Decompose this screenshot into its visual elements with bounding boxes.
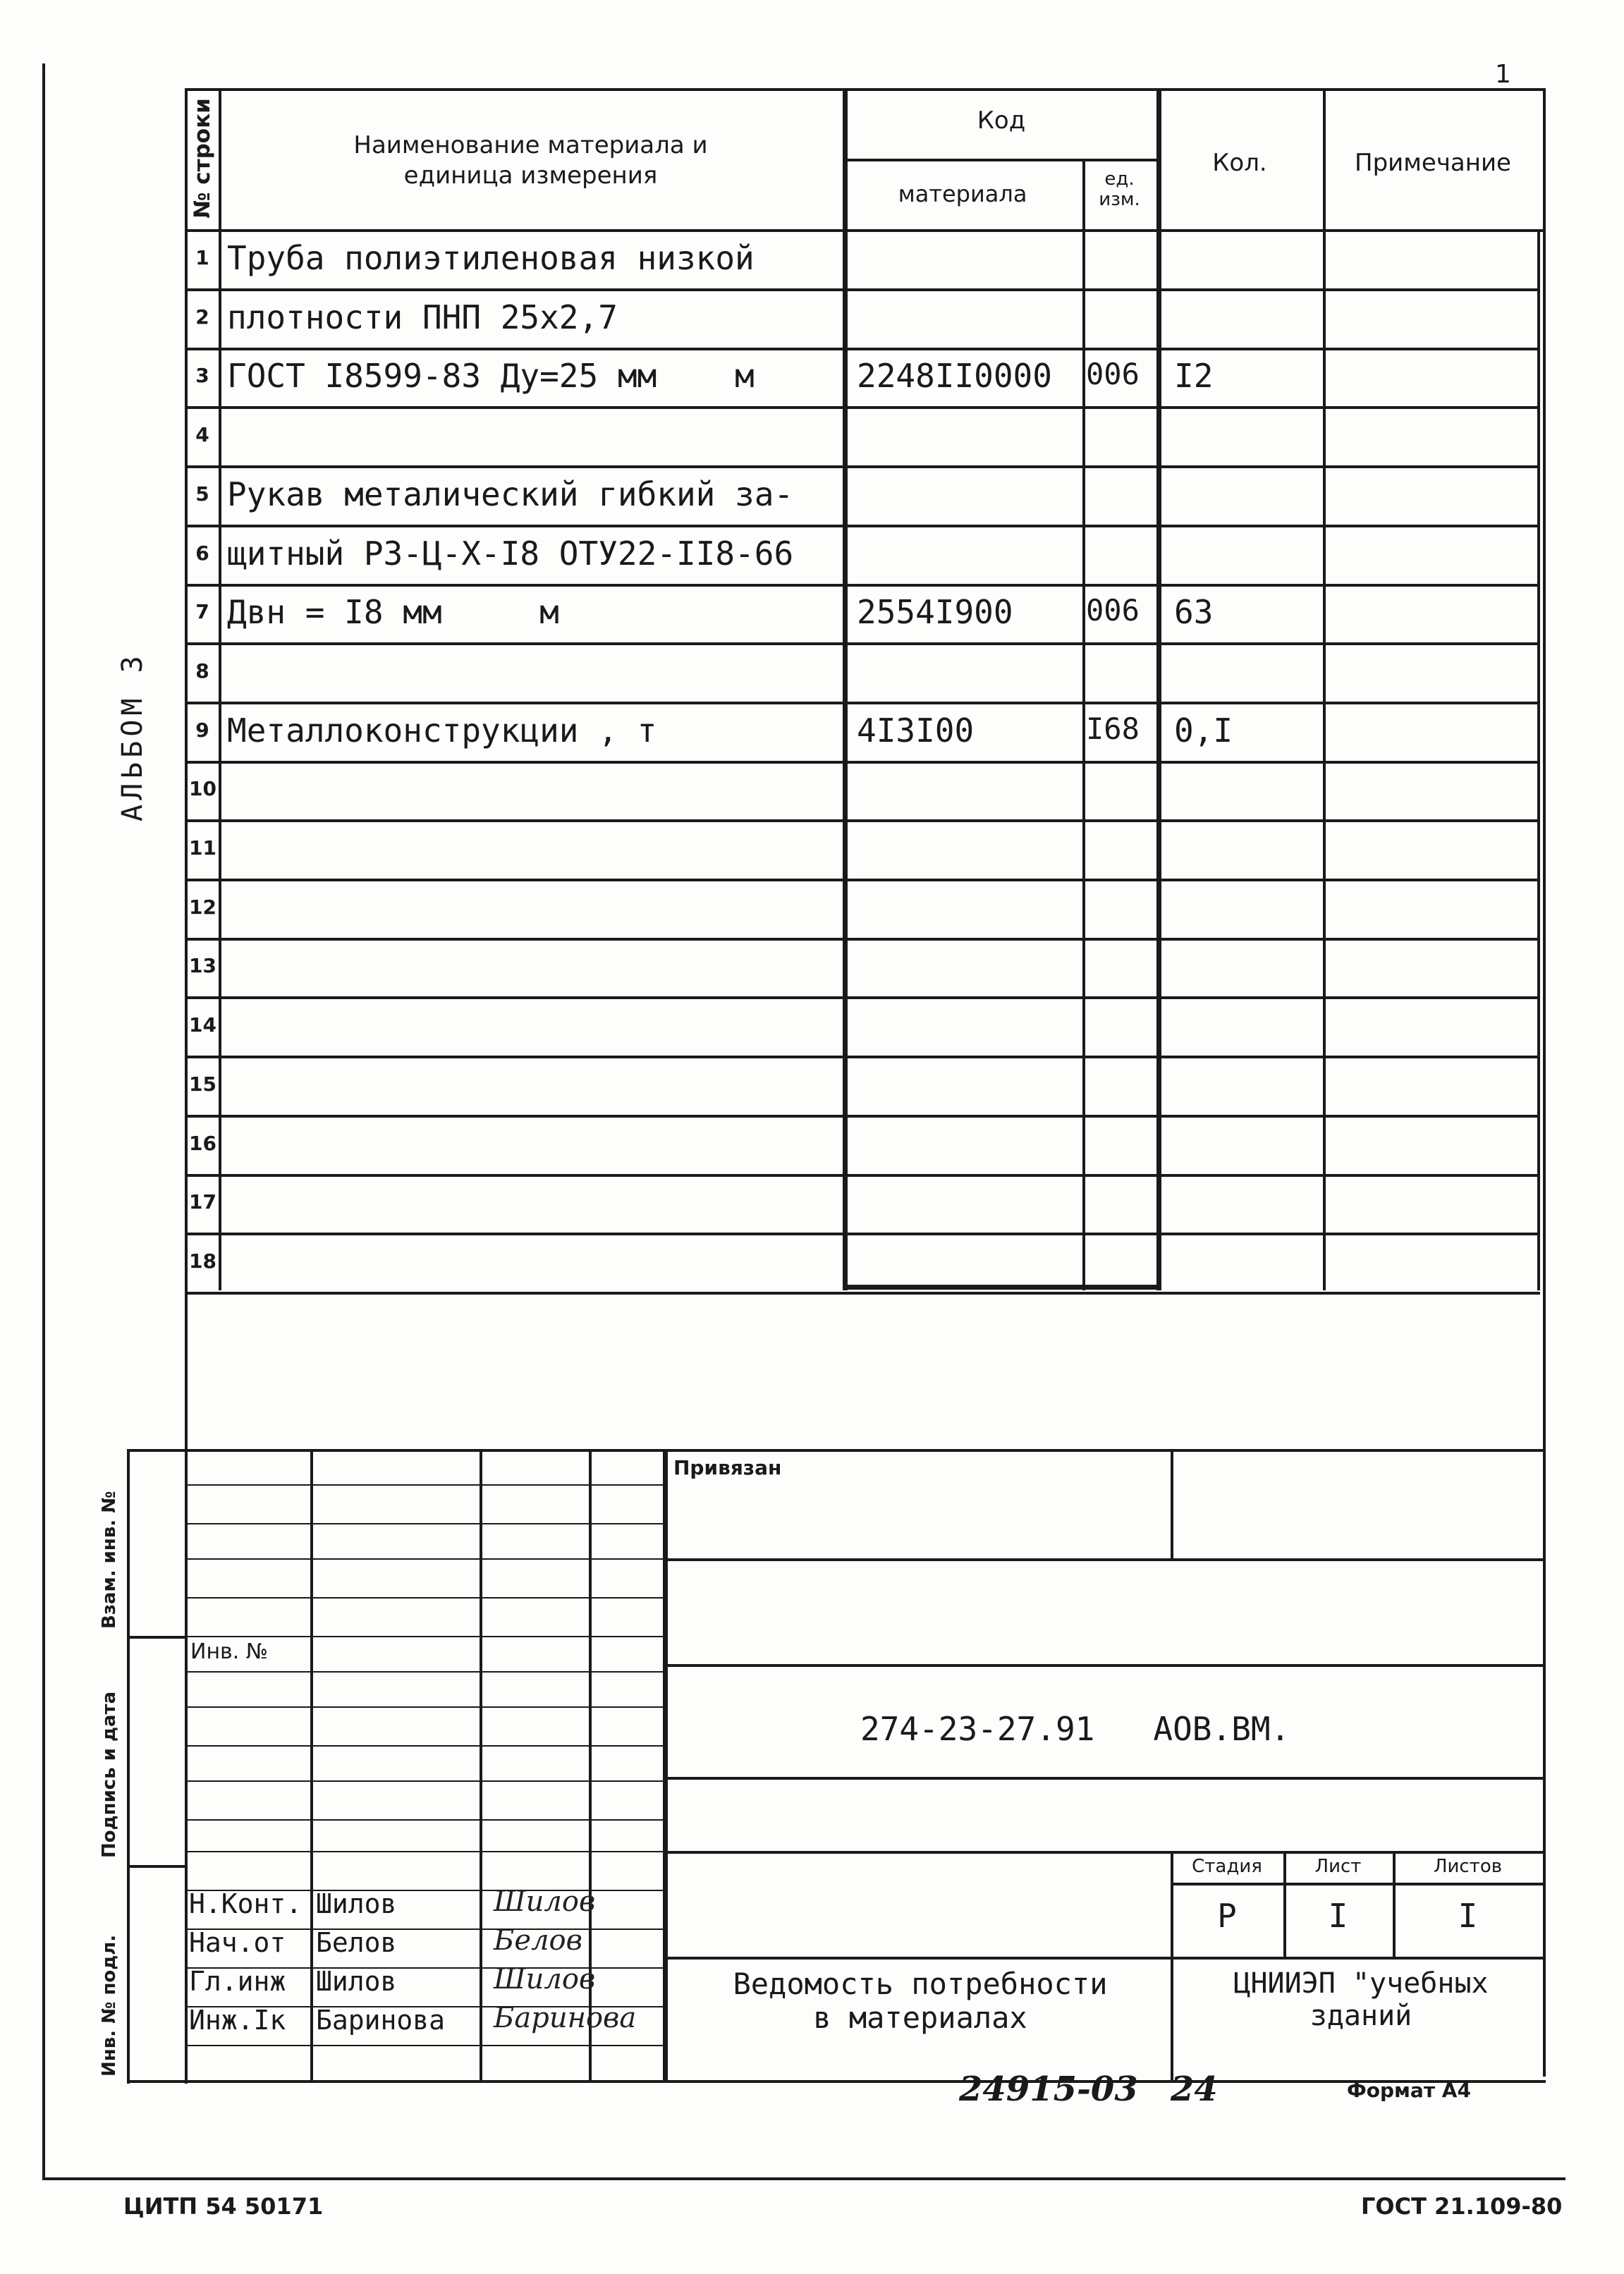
row-divider [185, 938, 1540, 941]
title-block-top-line [127, 1449, 1546, 1452]
privyazan-divider [1171, 1449, 1173, 1558]
tb-row-line [185, 1597, 664, 1598]
row-unit: I68 [1086, 711, 1140, 746]
header-code-unit: ед. изм. [1099, 169, 1140, 210]
col-rowno-line [219, 88, 221, 1290]
stage-label: Стадия [1192, 1856, 1262, 1877]
tb-right-line-4 [663, 1851, 1546, 1854]
page-number: 24 [1171, 2070, 1218, 2109]
header-note: Примечание [1355, 149, 1511, 177]
format-label: Формат А4 [1347, 2079, 1471, 2102]
doc-code: 274-23-27.91 АОВ.ВМ. [860, 1710, 1290, 1748]
tb-row-line [185, 1706, 664, 1708]
row-number: 3 [195, 364, 209, 387]
signer-name: Белов [316, 1927, 397, 1958]
row-divider [185, 406, 1540, 409]
signer-signature: Белов [494, 1924, 582, 1957]
tb-right-line-1 [663, 1558, 1546, 1561]
row-number: 15 [189, 1072, 216, 1096]
top-mark: 1 [1495, 60, 1511, 89]
right-inner-line [1537, 229, 1540, 1290]
header-qty: Кол. [1212, 149, 1267, 177]
header-code: Код [977, 106, 1026, 135]
row-divider [185, 642, 1540, 645]
side-label-podpis: Подпись и дата [99, 1691, 120, 1858]
org-name: ЦНИИЭП "учебных зданий [1233, 1967, 1489, 2032]
signer-role: Инж.Iк [189, 2005, 286, 2036]
col-qty-line [1323, 88, 1326, 1290]
row-number: 17 [189, 1190, 216, 1214]
signer-signature: Баринова [494, 2002, 637, 2034]
row-code: 2554I900 [857, 593, 1013, 631]
outer-bottom-border [42, 2177, 1565, 2180]
row-number: 11 [189, 836, 216, 860]
header-name: Наименование материала и единица измерения [353, 131, 708, 190]
row-name: Труба полиэтиленовая низкой [227, 239, 755, 277]
row-divider [185, 525, 1540, 527]
signer-signature: Шилов [494, 1885, 596, 1918]
row-divider [185, 879, 1540, 881]
tb-row-line [185, 1819, 664, 1821]
doc-title: Ведомость потребности в материалах [733, 1967, 1108, 2036]
row-number: 9 [195, 719, 209, 742]
row-divider [185, 584, 1540, 587]
col-code-line [1082, 159, 1085, 1290]
row-qty: 63 [1174, 593, 1214, 631]
row-number: 6 [195, 542, 209, 565]
row-number: 13 [189, 954, 216, 977]
row-divider [185, 996, 1540, 999]
stage-bottom-line [663, 1957, 1546, 1960]
tb-row-line [185, 1484, 664, 1486]
row-divider [185, 1115, 1540, 1118]
row-divider [185, 1292, 1540, 1295]
tb-row-line [185, 1671, 664, 1673]
row-divider [185, 819, 1540, 822]
tb-col-2 [480, 1449, 482, 2080]
signer-role: Нач.от [189, 1927, 286, 1958]
frame-top-border [185, 88, 1546, 91]
tb-row-line [185, 2045, 664, 2046]
row-divider [185, 348, 1540, 350]
col-name-line [843, 88, 848, 1290]
row-unit: 006 [1086, 357, 1140, 391]
row-unit: 006 [1086, 593, 1140, 628]
sheet-value: I [1328, 1897, 1348, 1935]
tb-right-line-3 [663, 1777, 1546, 1780]
row-name: Двн = I8 мм м [227, 593, 559, 631]
outer-left-border [42, 63, 45, 2179]
row-code: 4I3I00 [857, 711, 975, 750]
tb-right-line-2 [663, 1664, 1546, 1667]
title-block-bottom-line [127, 2080, 1546, 2083]
row-name: ГОСТ I8599-83 Ду=25 мм м [227, 357, 755, 395]
signer-name: Шилов [316, 1966, 397, 1997]
tb-row-line [185, 1636, 664, 1637]
tb-col-4 [663, 1449, 668, 2080]
signer-role: Н.Конт. [189, 1888, 303, 1919]
footer-left-code: ЦИТП 54 50171 [123, 2193, 324, 2220]
row-divider [185, 761, 1540, 764]
row-number: 5 [195, 482, 209, 506]
row-number: 18 [189, 1249, 216, 1273]
signer-name: Баринова [316, 2005, 446, 2036]
row-name: плотности ПНП 25х2,7 [227, 298, 618, 336]
row-number: 8 [195, 659, 209, 683]
row-number: 2 [195, 305, 209, 329]
privyazan-label: Привязан [673, 1456, 782, 1479]
side-divider-1 [127, 1636, 187, 1639]
side-divider-2 [127, 1865, 187, 1868]
row-divider [185, 702, 1540, 704]
row-number: 10 [189, 777, 216, 800]
signer-name: Шилов [316, 1888, 397, 1919]
tb-row-line [185, 1780, 664, 1782]
inv-no-label: Инв. № [190, 1639, 269, 1664]
row-number: 12 [189, 895, 216, 919]
row-name: Рукав металический гибкий за- [227, 475, 794, 513]
row-number: 14 [189, 1013, 216, 1037]
sheets-label: Листов [1433, 1856, 1503, 1877]
code-bottom-thick [843, 1285, 1160, 1290]
row-qty: I2 [1174, 357, 1214, 395]
signer-signature: Шилов [494, 1963, 596, 1995]
album-label: АЛЬБОМ 3 [116, 652, 149, 821]
row-divider [185, 465, 1540, 468]
stage-header-line [1171, 1883, 1546, 1885]
side-stamp-left [127, 1449, 130, 2084]
row-code: 2248II0000 [857, 357, 1052, 395]
side-label-inv-podl: Инв. № подл. [99, 1934, 120, 2077]
tb-col-1 [310, 1449, 313, 2080]
row-number: 7 [195, 600, 209, 623]
code-sub-line [843, 159, 1160, 161]
stamp-number: 24915-03 [959, 2070, 1138, 2109]
header-row-number: № строки [190, 98, 215, 219]
row-name: Металлоконструкции , т [227, 711, 657, 750]
tb-row-line [185, 1851, 664, 1852]
side-stamp-right [185, 1449, 188, 2084]
tb-row-line [185, 1523, 664, 1524]
row-divider [185, 1056, 1540, 1058]
row-number: 1 [195, 246, 209, 269]
row-qty: 0,I [1174, 711, 1233, 750]
signer-role: Гл.инж [189, 1966, 286, 1997]
sheets-value: I [1458, 1897, 1478, 1935]
header-code-material: материала [898, 181, 1027, 207]
tb-row-line [185, 1745, 664, 1747]
row-divider [185, 288, 1540, 291]
side-label-vzam: Взам. инв. № [99, 1491, 120, 1629]
tb-row-line [185, 1558, 664, 1560]
footer-right-gost: ГОСТ 21.109-80 [1361, 2193, 1563, 2220]
row-name: щитный РЗ-Ц-Х-I8 ОТУ22-II8-66 [227, 534, 794, 573]
header-bottom-line [185, 229, 1546, 232]
row-number: 16 [189, 1132, 216, 1155]
col-unit-line [1156, 88, 1161, 1290]
sheet-label: Лист [1314, 1856, 1362, 1877]
row-divider [185, 1233, 1540, 1235]
row-number: 4 [195, 423, 209, 446]
row-divider [185, 1174, 1540, 1177]
stage-value: Р [1217, 1897, 1237, 1935]
